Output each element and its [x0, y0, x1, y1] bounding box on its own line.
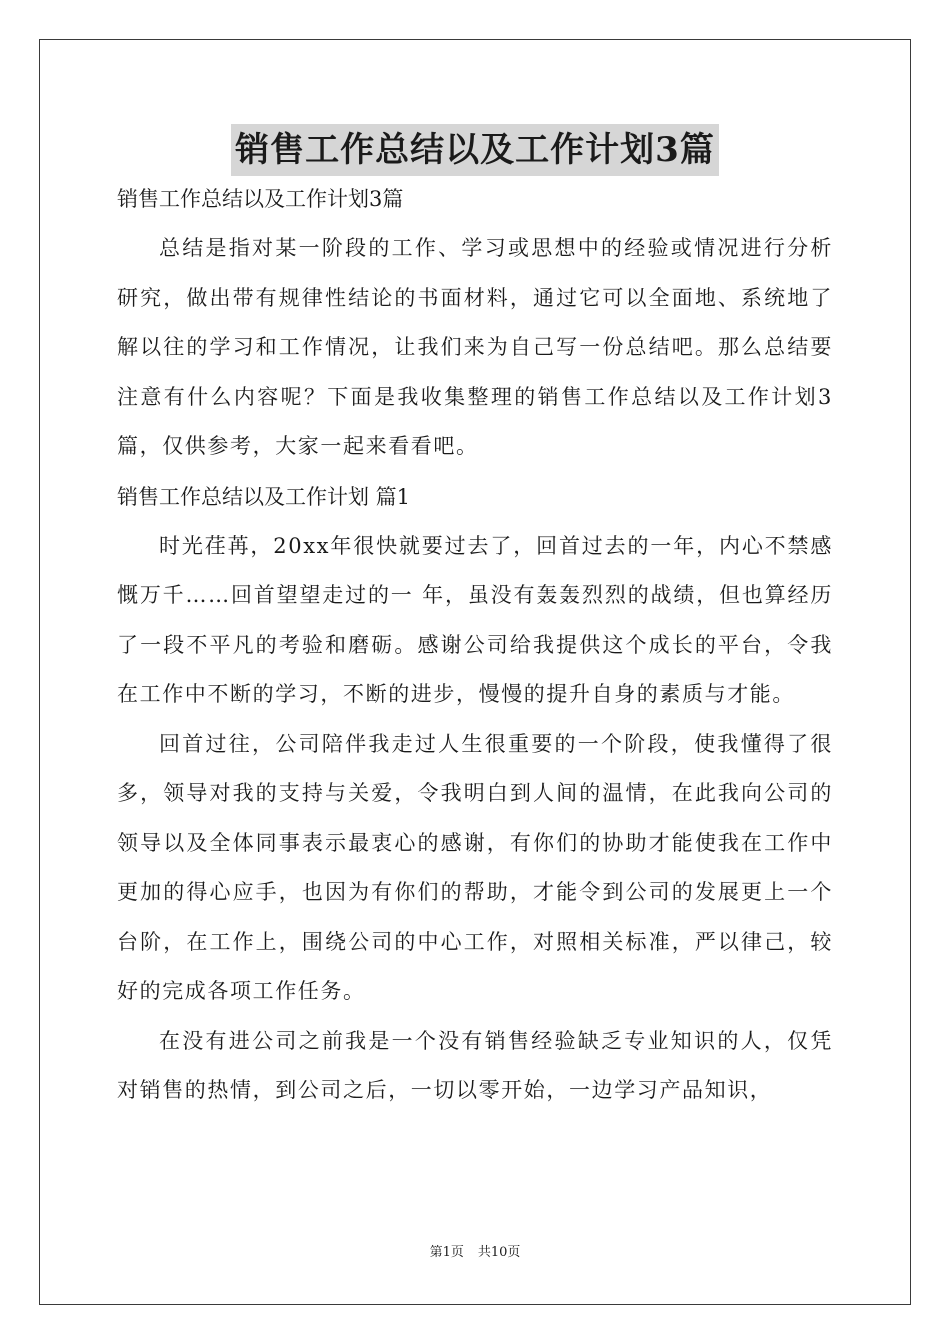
body-paragraph: 回首过往，公司陪伴我走过人生很重要的一个阶段，使我懂得了很多，领导对我的支持与关爱，令我明白到人间的温情，在此我向公司的领导以及全体同事表示最衷心的感谢，有你们的协助才能使我在工作中更加的得心应手，也因为有你们的帮助，才能令到公司的发展更上一个台阶，在工作上，围绕公司的中心工作，对照相关标准，严以律己，较好的完成各项工作任务。 [117, 731, 833, 1003]
intro-paragraph: 总结是指对某一阶段的工作、学习或思想中的经验或情况进行分析研究，做出带有规律性结论的书面材料，通过它可以全面地、系统地了解以往的学习和工作情况，让我们来为自己写一份总结吧。那么总结要注意有什么内容呢？下面是我收集整理的销售工作总结以及工作计划3篇，仅供参考，大家一起来看看吧。 [117, 236, 833, 458]
document-title [0, 124, 950, 176]
page-footer [0, 1244, 950, 1262]
document-subtitle: 销售工作总结以及工作计划3篇 [117, 187, 404, 211]
body-paragraph: 在没有进公司之前我是一个没有销售经验缺乏专业知识的人，仅凭对销售的热情，到公司之后，一切以零开始，一边学习产品知识， [117, 1028, 833, 1102]
document-title-text: 销售工作总结以及工作计划3篇 [231, 124, 719, 176]
body-paragraph: 时光荏苒，20xx年很快就要过去了，回首过去的一年，内心不禁感慨万千……回首望望走过的一 年，虽没有轰轰烈烈的战绩，但也算经历了一段不平凡的考验和磨砺。感谢公司给我提供这个成长的平台，令我在工作中不断的学习，不断的进步，慢慢的提升自身的素质与才能。 [117, 533, 833, 706]
page-number: 第1页 [429, 1245, 464, 1260]
page-total: 共10页 [477, 1245, 521, 1260]
section-heading: 销售工作总结以及工作计划 篇1 [117, 484, 411, 509]
document-body [117, 174, 833, 1116]
